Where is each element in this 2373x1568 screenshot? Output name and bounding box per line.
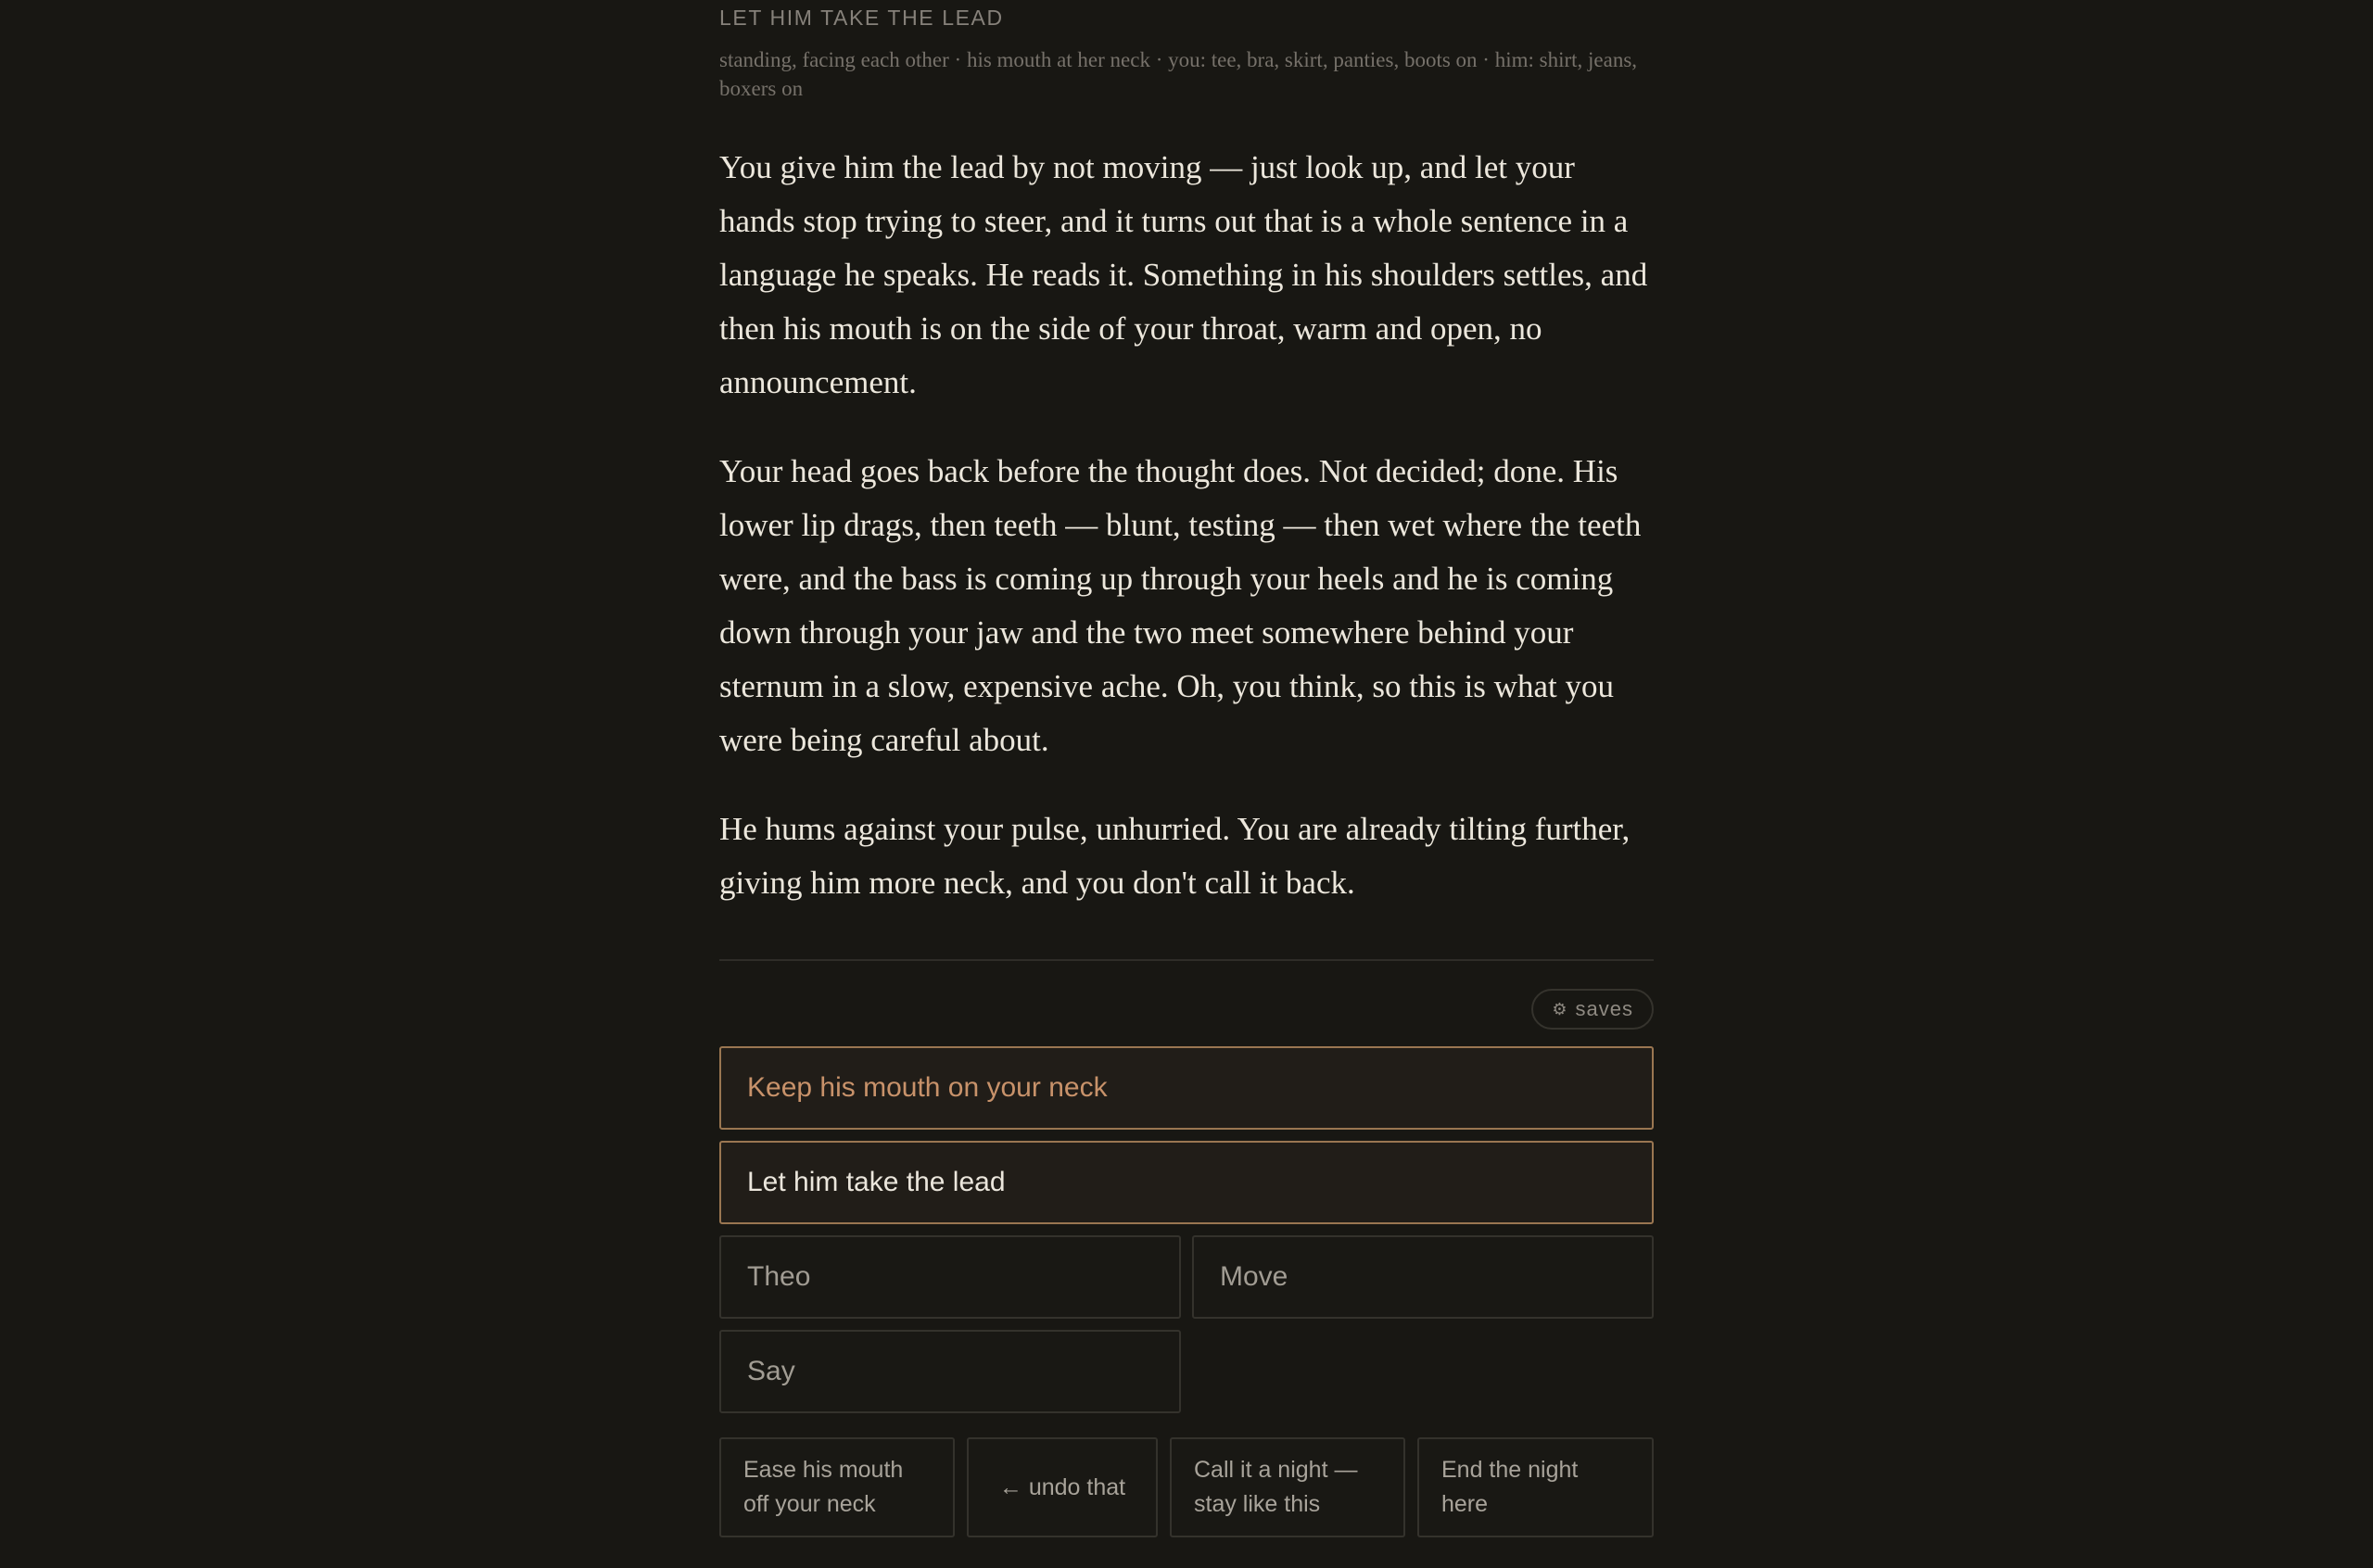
choice-label: Theo — [747, 1261, 811, 1292]
saves-label: saves — [1575, 997, 1633, 1020]
call-it-a-night-button[interactable] — [1170, 1437, 1405, 1537]
scene-state-summary: standing, facing each other · his mouth at her neck · you: tee, bra, skirt, panties, boots on · him: shirt, jeans, boxers on — [719, 48, 1638, 100]
choice-let-him-take-lead[interactable] — [719, 1141, 1654, 1224]
choice-say[interactable] — [719, 1330, 1181, 1413]
action-label: End the night here — [1441, 1457, 1579, 1517]
end-night-button[interactable] — [1417, 1437, 1654, 1537]
saves-button[interactable] — [1531, 989, 1654, 1030]
action-label: Call it a night — stay like this — [1194, 1457, 1358, 1517]
story-paragraph: He hums against your pulse, unhurried. You are already tilting further, giving him more neck, and you don't call it back. — [719, 811, 1631, 901]
gear-icon: ⚙ — [1552, 1000, 1568, 1018]
section-divider — [719, 959, 1654, 961]
story-paragraph: Your head goes back before the thought does. Not decided; done. His lower lip drags, then teeth — blunt, testing — then wet where the teeth were, and the bass is coming up through your heels and he is coming down through your jaw and the two meet somewhere behind your sternum in a slow, expensive ache. Oh, you think, so this is what you were being careful about. — [719, 453, 1642, 758]
story-text — [719, 141, 1654, 945]
choice-theo[interactable] — [719, 1235, 1181, 1319]
undo-button[interactable] — [967, 1437, 1158, 1537]
choice-label: Keep his mouth on your neck — [747, 1072, 1108, 1103]
action-label: ← undo that — [998, 1473, 1126, 1500]
choice-label: Let him take the lead — [747, 1167, 1006, 1197]
choice-label: Say — [747, 1356, 795, 1386]
scene-title: LET HIM TAKE THE LEAD — [719, 6, 1004, 30]
choice-label: Move — [1220, 1261, 1288, 1292]
ease-mouth-off-button[interactable] — [719, 1437, 955, 1537]
story-paragraph: You give him the lead by not moving — just look up, and let your hands stop trying to steer, and it turns out that is a whole sentence in a language he speaks. He reads it. Something in his shoulders settles, and then his mouth is on the side of your throat, warm and open, no announcement. — [719, 149, 1648, 400]
action-label: Ease his mouth off your neck — [743, 1457, 904, 1517]
choice-move[interactable] — [1192, 1235, 1654, 1319]
choice-keep-mouth-on-neck[interactable] — [719, 1046, 1654, 1130]
